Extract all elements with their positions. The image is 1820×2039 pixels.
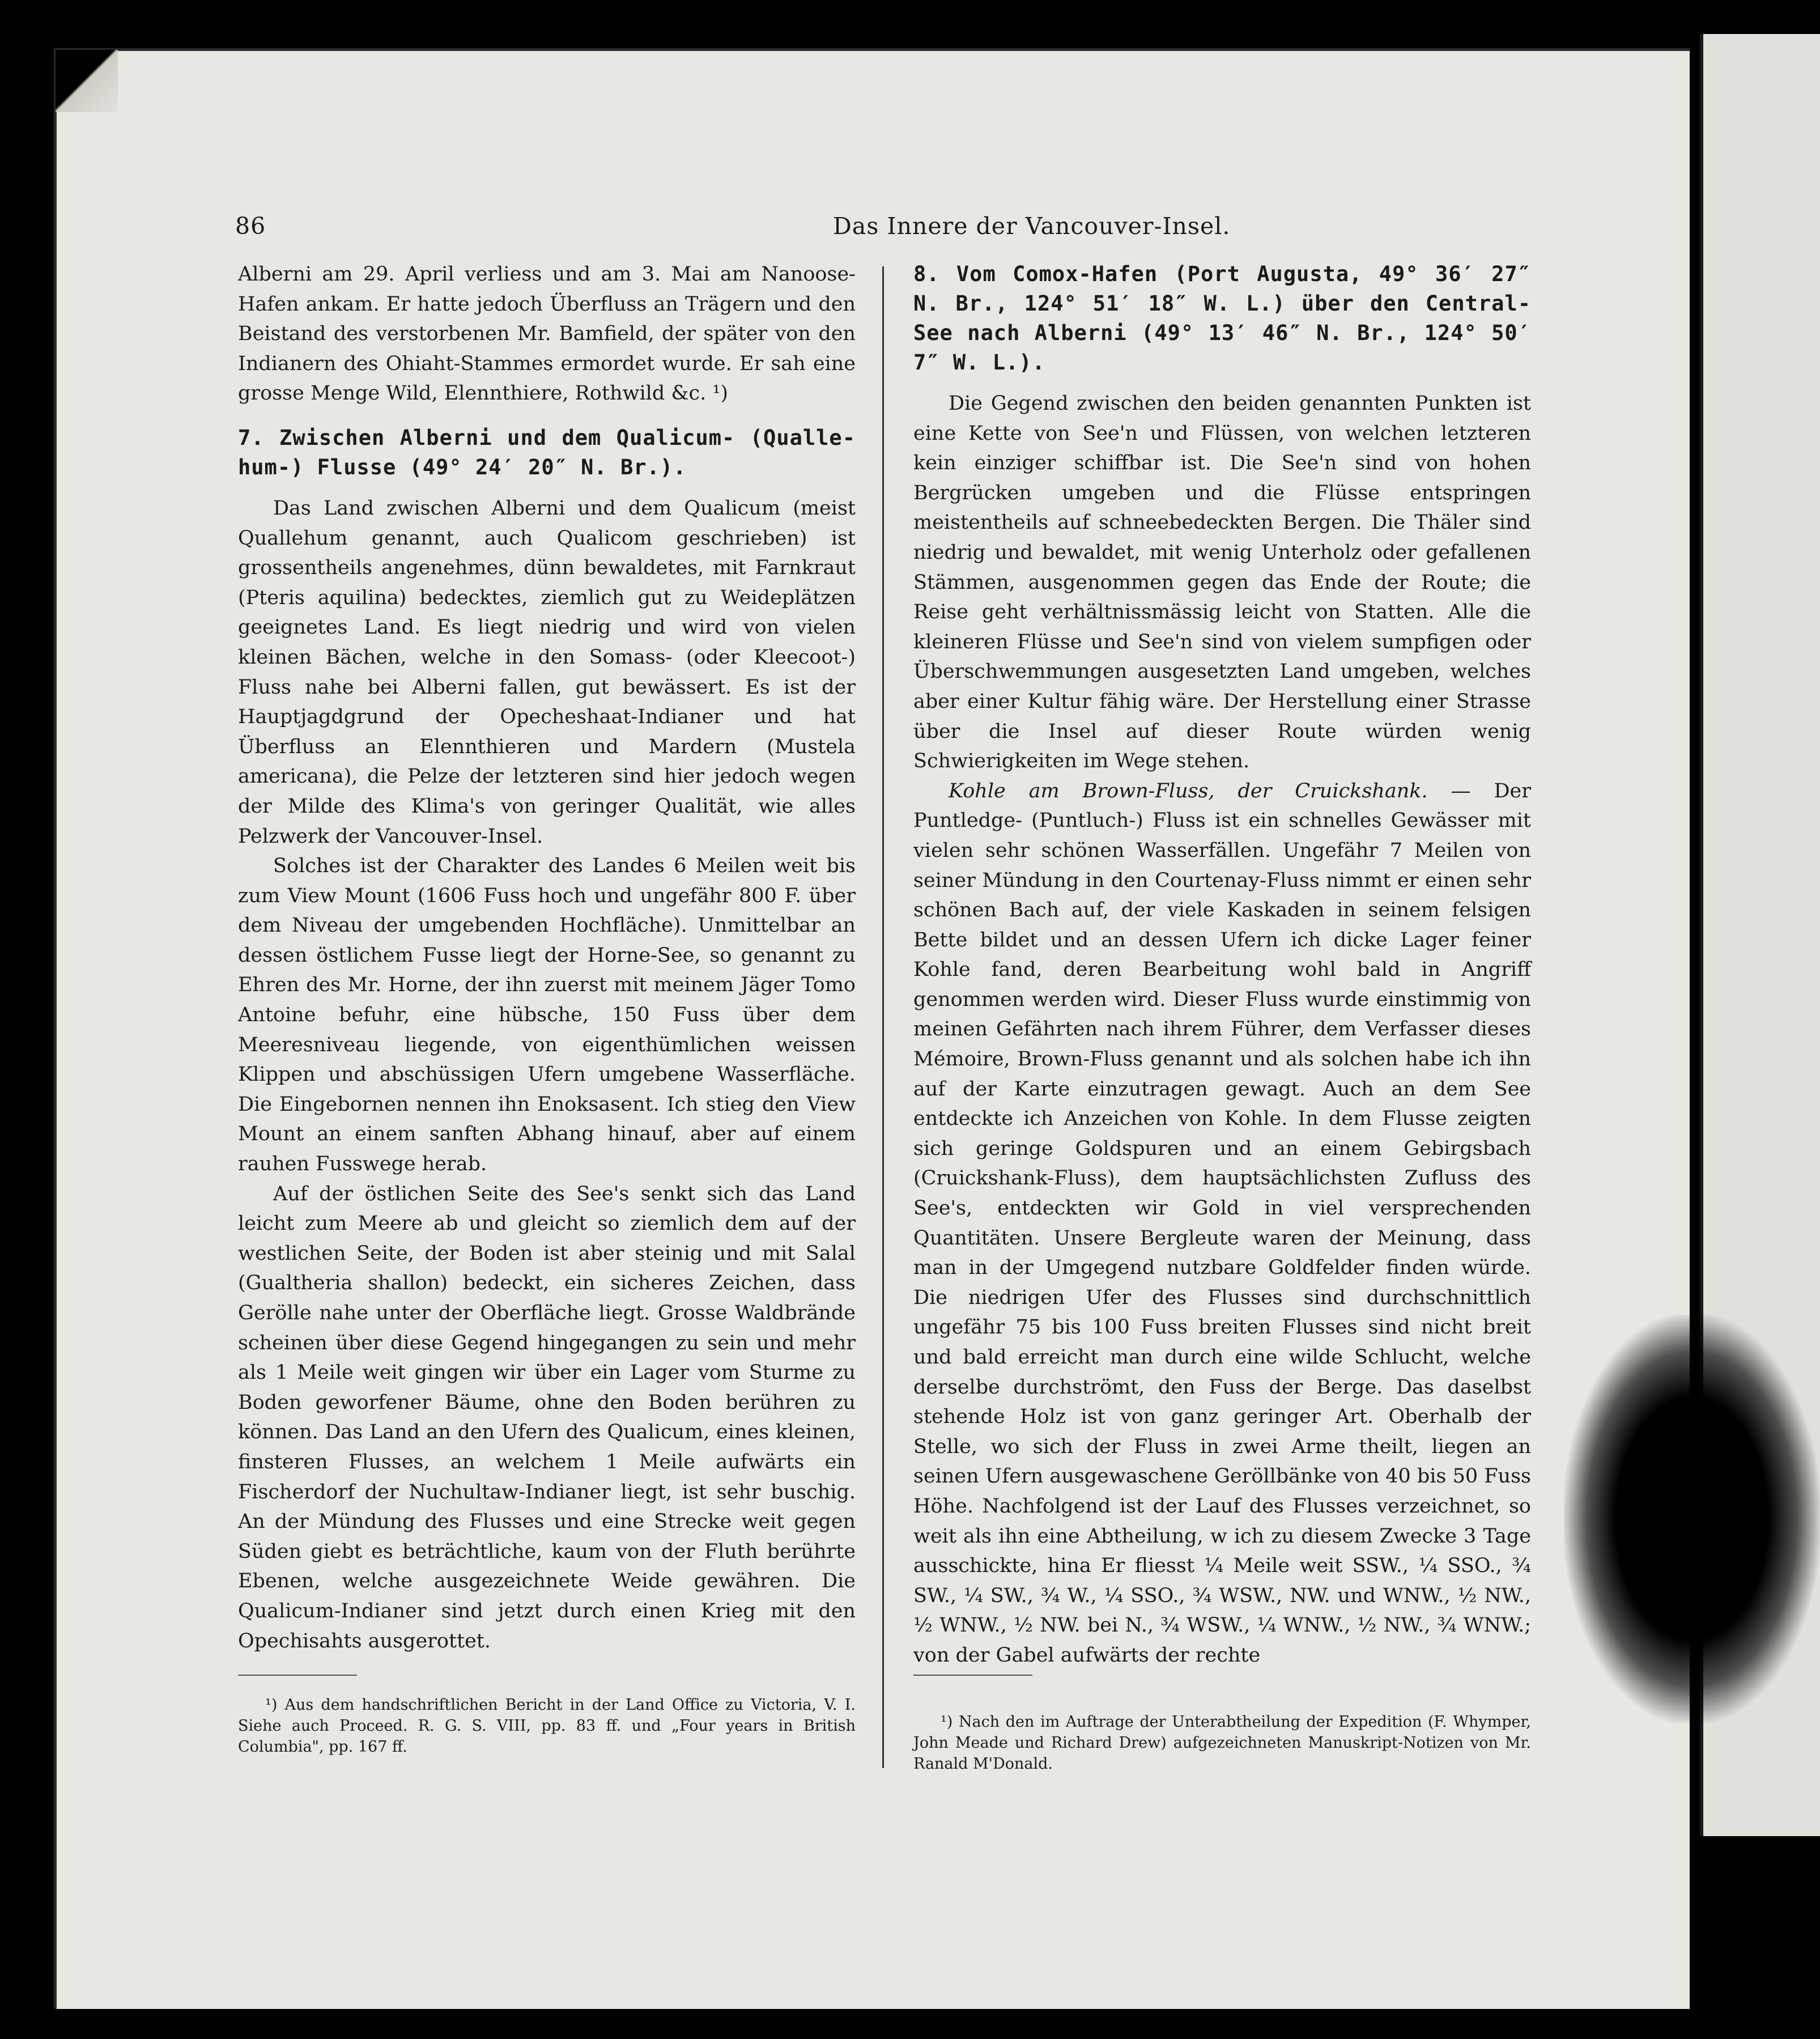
column-divider: [882, 266, 884, 1768]
section-heading-8: 8. Vom Comox-Hafen (Port Augusta, 49° 36′ 27″ N. Br., 124° 51′ 18″ W. L.) über den Central-See nach Alberni (49° 13′ 46″ N. Br., 124° 50′ 7″ W. L.).: [913, 262, 1531, 375]
paragraph: Das Land zwischen Alberni und dem Qualicum (meist Quallehum genannt, auch Qualicom geschrieben) ist grossentheils angenehmes, dünn bewaldetes, mit Farnkraut (Pteris aquilina) bedecktes, ziemlich gut zu Weideplätzen geeignetes Land. Es liegt niedrig und wird von vielen kleinen Bächen, welche in den Somass- (oder Kleecoot-) Fluss nahe bei Alberni fallen, gut bewässert. Es ist der Hauptjagdgrund der Opecheshaat-Indianer und hat Überfluss an Elennthieren und Mardern (Mustela americana), die Pelze der letzteren sind hier jedoch wegen der Milde des Klima's von geringer Qualität, wie alles Pelzwerk der Vancouver-Insel.: [238, 496, 856, 848]
paragraph-body: — Der Puntledge- (Puntluch-) Fluss ist ein schnelles Gewässer mit vielen sehr schönen Wasserfällen. Ungefähr 7 Meilen von seiner Mündung in den Courtenay-Fluss nimmt er einen sehr schönen Bach auf, der viele Kaskaden in seinem felsigen Bette bildet und an dessen Ufern ich dicke Lager feiner Kohle fand, deren Bearbeitung wohl bald in Angriff genommen werden wird. Dieser Fluss wurde einstimmig von meinen Gefährten nach ihrem Führer, dem Verfasser dieses Mémoire, Brown-Fluss genannt und als solchen habe ich ihn auf der Karte einzutragen gewagt. Auch an dem See entdeckte ich Anzeichen von Kohle. In dem Flusse zeigten sich geringe Goldspuren und an einem Gebirgsbach (Cruickshank-Fluss), dem hauptsächlichsten Zufluss des See's, entdeckten wir Gold in viel versprechenden Quantitäten. Unsere Bergleute waren der Meinung, dass man in der Umgegend nutzbare Goldfelder finden würde. Die niedrigen Ufer des Flusses sind durchschnittlich ungefähr 75 bis 100 Fuss breiten Flusses sind nicht breit und bald erreicht man durch eine wilde Schlucht, welche derselbe durchströmt, den Fuss der Berge. Das daselbst stehende Holz ist von ganz geringer Art. Oberhalb der Stelle, wo sich der Fluss in zwei Arme theilt, liegen an seinen Ufern ausgewaschene Geröllbänke von 40 bis 50 Fuss Höhe. Nachfolgend ist der Lauf des Flusses verzeichnet, so weit als ihn eine Abtheilung, w ich zu diesem Zwecke 3 Tage ausschickte, hina Er fliesst ¼ Meile weit SSW., ¼ SSO., ¾ SW., ¼ SW., ¾ W., ¼ SSO., ¾ WSW., NW. und WNW., ½ NW., ½ WNW., ½ NW. bei N., ¾ WSW., ¼ WNW., ½ NW., ¾ WNW.; von der Gabel aufwärts der rechte: [913, 779, 1531, 1667]
adjacent-page-edge: [1700, 34, 1820, 1836]
footnote-rule: [913, 1675, 1032, 1676]
left-column: [238, 260, 856, 1656]
running-title: Das Innere der Vancouver-Insel.: [833, 213, 1231, 240]
footnote-left: [238, 1694, 856, 1757]
footnote-text: ¹) Nach den im Auftrage der Unterabtheilung der Expedition (F. Whymper, John Meade und Richard Drew) aufgezeichneten Manuskript-Notizen von Mr. Ranald M'Donald.: [913, 1713, 1531, 1773]
paragraph: [913, 776, 1531, 1671]
page-number: 86: [235, 213, 266, 240]
footnote-right: [913, 1711, 1531, 1774]
footnote-rule: [238, 1675, 357, 1676]
paragraph: Solches ist der Charakter des Landes 6 Meilen weit bis zum View Mount (1606 Fuss hoch und ungefähr 800 F. über dem Niveau der umgebenden Hochfläche). Unmittelbar an dessen östlichem Fusse liegt der Horne-See, so genannt zu Ehren des Mr. Horne, der ihn zuerst mit meinem Jäger Tomo Antoine befuhr, eine hübsche, 150 Fuss über dem Meeresniveau liegende, von eigenthümlichen weissen Klippen und abschüssigen Ufern umgebene Wasserfläche. Die Eingebornen nennen ihn Enoksasent. Ich stieg den View Mount an einem sanften Abhang hinauf, aber auf einem rauhen Fusswege herab.: [238, 855, 856, 1176]
paragraph: Die Gegend zwischen den beiden genannten Punkten ist eine Kette von See'n und Flüssen, von welchen letzteren kein einziger schiffbar ist. Die See'n sind von hohen Bergrücken umgeben und die Flüsse entspringen meistentheils auf schneebedeckten Bergen. Die Thäler sind niedrig und bewaldet, mit wenig Unterholz oder gefallenen Stämmen, ausgenommen gegen das Ende der Route; die Reise geht verhältnissmässig leicht von Statten. Alle die kleineren Flüsse und See'n sind von vielem sumpfigen oder Überschwemmungen ausgesetzten Land umgeben, welches aber einer Kultur fähig wäre. Der Herstellung einer Strasse über die Insel auf dieser Route würden wenig Schwierigkeiten im Wege stehen.: [913, 392, 1531, 773]
section-heading-7: 7. Zwischen Alberni und dem Qualicum- (Qualle-hum-) Flusse (49° 24′ 20″ N. Br.).: [238, 425, 856, 479]
footnote-text: ¹) Aus dem handschriftlichen Bericht in der Land Office zu Victoria, V. I. Siehe auch Proceed. R. G. S. VIII, pp. 83 ff. und „Four years in British Columbia", pp. 167 ff.: [238, 1696, 856, 1756]
paragraph: Auf der östlichen Seite des See's senkt sich das Land leicht zum Meere ab und gleicht so ziemlich dem auf der westlichen Seite, der Boden ist aber steinig und mit Salal (Gualtheria shallon) bedeckt, ein sicheres Zeichen, dass Geröllе nahe unter der Oberfläche liegt. Grosse Waldbrände scheinen über diese Gegend hingegangen zu sein und mehr als 1 Meile weit gingen wir über ein Lager vom Sturme zu Boden geworfener Bäume, ohne den Boden berühren zu können. Das Land an den Ufern des Qualicum, eines kleinen, finsteren Flusses, an welchem 1 Meile aufwärts ein Fischerdorf der Nuchultaw-Indianer liegt, ist sehr buschig. An der Mündung des Flusses und eine Strecke weit gegen Süden giebt es beträchtliche, kaum von der Fluth berührte Ebenen, welche ausgezeichnete Weide gewähren. Die Qualicum-Indianer sind jetzt durch einen Krieg mit den Opechisahts ausgerottet.: [238, 1182, 856, 1653]
page-corner-curl: [56, 50, 118, 112]
paragraph-continued: Alberni am 29. April verliess und am 3. Mai am Nanoose-Hafen ankam. Er hatte jedoch Überfluss an Trägern und den Beistand des verstorbenen Mr. Bamfield, der später von den Indianern des Ohiaht-Stammes ermordet wurde. Er sah eine grosse Menge Wild, Elennthiere, Rothwild &c. ¹): [238, 263, 856, 405]
right-column: [913, 260, 1531, 1671]
subsection-title: Kohle am Brown-Fluss, der Cruickshank.: [949, 779, 1428, 802]
running-header: [181, 211, 1639, 250]
